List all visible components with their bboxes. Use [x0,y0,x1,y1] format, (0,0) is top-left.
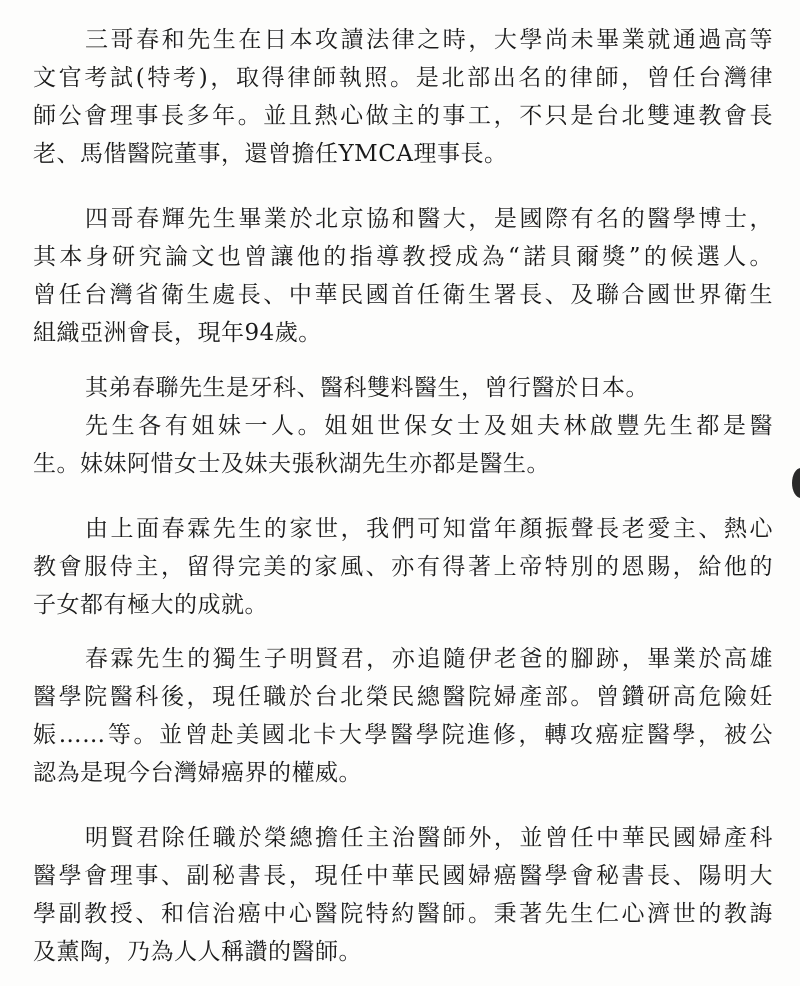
paragraph-2-line-3: 曾任台灣省衛生處長、中華民國首任衛生署長、及聯合國世界衛生 [33,282,773,308]
paragraph-5-line-2: 教會服侍主，留得完美的家風、亦有得著上帝特別的恩賜，給他的 [33,554,773,580]
paragraph-6-line-3: 娠……等。並曾赴美國北卡大學醫學院進修，轉攻癌症醫學，被公 [33,722,773,748]
paragraph-2-line-2: 其本身研究論文也曾讓他的指導教授成為“諾貝爾獎”的候選人。 [33,244,773,270]
paragraph-6-line-1: 春霖先生的獨生子明賢君，亦追隨伊老爸的腳跡，畢業於高雄 [85,646,773,672]
paragraph-4-line-2: 生。妹妹阿惜女士及妹夫張秋湖先生亦都是醫生。 [33,451,550,477]
paragraph-1-line-1: 三哥春和先生在日本攻讀法律之時，大學尚未畢業就通過高等 [85,27,773,53]
paragraph-1-line-4: 老、馬偕醫院董事，還曾擔任YMCA理事長。 [33,141,508,167]
binder-hole [792,468,800,498]
paragraph-7-line-3: 學副教授、和信治癌中心醫院特約醫師。秉著先生仁心濟世的教誨 [33,901,773,927]
paragraph-6-line-2: 醫學院醫科後，現任職於台北榮民總醫院婦產部。曾鑽研高危險妊 [33,684,773,710]
paragraph-5-line-1: 由上面春霖先生的家世，我們可知當年顏振聲長老愛主、熱心 [85,516,773,542]
paragraph-1-line-3: 師公會理事長多年。並且熱心做主的事工，不只是台北雙連教會長 [33,103,773,129]
paragraph-5-line-3: 子女都有極大的成就。 [33,592,268,618]
paragraph-2-line-1: 四哥春輝先生畢業於北京協和醫大，是國際有名的醫學博士， [85,206,773,232]
paragraph-3-line-1: 其弟春聯先生是牙科、醫科雙料醫生，曾行醫於日本。 [85,375,649,401]
paragraph-2-line-4: 組織亞洲會長，現年94歲。 [33,320,322,346]
paragraph-7-line-1: 明賢君除任職於榮總擔任主治醫師外，並曾任中華民國婦產科 [85,825,773,851]
paragraph-7-line-2: 醫學會理事、副秘書長，現任中華民國婦癌醫學會秘書長、陽明大 [33,863,773,889]
paragraph-4-line-1: 先生各有姐妹一人。姐姐世保女士及姐夫林啟豐先生都是醫 [85,413,773,439]
paragraph-7-line-4: 及薰陶，乃為人人稱讚的醫師。 [33,939,362,965]
paragraph-6-line-4: 認為是現今台灣婦癌界的權威。 [33,760,362,786]
paragraph-1-line-2: 文官考試(特考)，取得律師執照。是北部出名的律師，曾任台灣律 [33,65,773,91]
